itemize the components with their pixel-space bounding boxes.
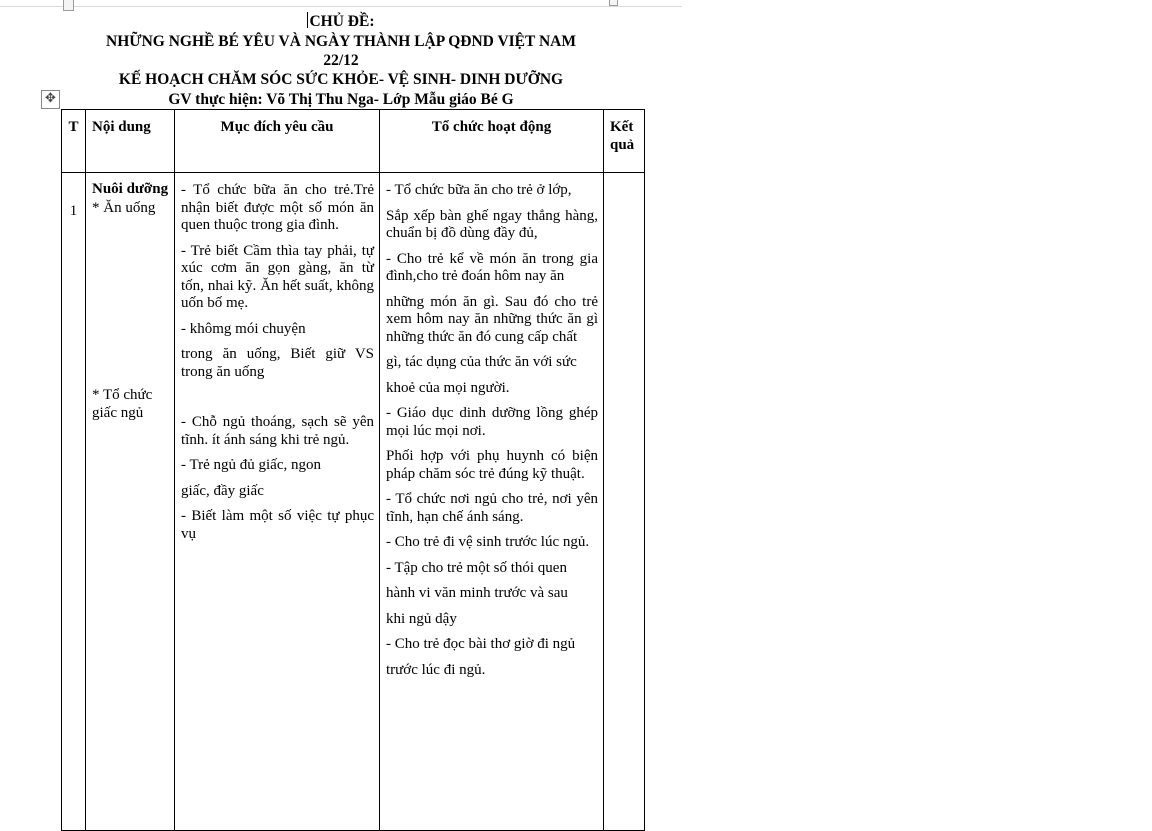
activity-item: - Giáo dục dinh dưỡng lồng ghép mọi lúc mọi nơi. xyxy=(386,405,598,439)
topic-title: NHỮNG NGHỀ BÉ YÊU VÀ NGÀY THÀNH LẬP QĐND VIỆT NAM xyxy=(106,33,576,50)
activity-item: hành vi văn minh trước và sau xyxy=(386,585,568,601)
blank-area xyxy=(682,0,1152,791)
move-icon[interactable]: ✥ xyxy=(41,90,60,109)
activity-item: - Tập cho trẻ một số thói quen xyxy=(386,559,567,576)
row-result xyxy=(604,173,645,831)
content-item-sleep: * Tổ chức giấc ngủ xyxy=(92,387,153,421)
activity-item: Sắp xếp bàn ghế ngay thẳng hàng, chuẩn bị đồ dùng đầy đủ, xyxy=(386,207,598,241)
goal-item: giấc, đầy giấc xyxy=(181,482,264,499)
activity-item: khoẻ của mọi người. xyxy=(386,379,510,396)
activity-item: Phối hợp với phụ huynh có biện pháp chăm sóc trẻ đúng kỹ thuật. xyxy=(386,448,598,482)
row-stt: 1 xyxy=(62,173,86,831)
plan-title: KẾ HOẠCH CHĂM SÓC SỨC KHỎE- VỆ SINH- DINH DƯỠNG xyxy=(118,71,564,88)
care-plan-table xyxy=(61,109,645,831)
header-result: Kết quả xyxy=(604,110,645,173)
goal-item: - Chỗ ngủ thoáng, sạch sẽ yên tĩnh. ít ánh sáng khi trẻ ngủ. xyxy=(181,414,374,448)
topic-date: 22/12 xyxy=(323,52,359,69)
activity-item: - Cho trẻ đi vệ sinh trước lúc ngủ. xyxy=(386,534,590,550)
table-header-row xyxy=(62,110,645,173)
goal-item: - Biết làm một số việc tự phục vụ xyxy=(181,508,374,542)
header-activities: Tổ chức hoạt động xyxy=(380,110,604,173)
activity-item: - Tổ chức bữa ăn cho trẻ ở lớp, xyxy=(386,182,572,198)
content-title: Nuôi dưỡng xyxy=(92,181,169,197)
content-item-eating: * Ăn uống xyxy=(92,199,156,216)
teacher-info: GV thực hiện: Võ Thị Thu Nga- Lớp Mẫu giáo Bé G xyxy=(168,91,514,108)
header-goals: Mục đích yêu cầu xyxy=(175,110,380,173)
activity-item: - Cho trẻ đọc bài thơ giờ đi ngủ xyxy=(386,636,576,652)
right-indent-marker[interactable] xyxy=(609,0,618,6)
activity-item: gì, tác dụng của thức ăn với sức xyxy=(386,354,577,370)
goal-item: - Tổ chức bữa ăn cho trẻ.Trẻ nhận biết được một số món ăn quen thuộc trong gia đình. xyxy=(181,182,374,233)
topic-heading: CHỦ ĐỀ: xyxy=(309,13,375,30)
activity-item: những món ăn gì. Sau đó cho trẻ xem hôm nay ăn những thức ăn gì những thức ăn đó cung cấp chất xyxy=(386,293,598,345)
header-content: Nội dung xyxy=(86,110,175,173)
goal-item: - khômg mói chuyện xyxy=(181,320,306,337)
goal-item: - Trẻ ngủ đủ giấc, ngon xyxy=(181,457,321,473)
activity-item: - Tổ chức nơi ngủ cho trẻ, nơi yên tĩnh, hạn chế ánh sáng. xyxy=(386,491,598,525)
goal-item: trong ăn uống, Biết giữ VS trong ăn uống xyxy=(181,346,374,380)
activity-item: - Cho trẻ kể về món ăn trong gia đình,cho trẻ đoán hôm nay ăn xyxy=(386,250,598,284)
left-indent-marker[interactable] xyxy=(63,0,74,11)
row-content xyxy=(86,173,175,831)
row-activities xyxy=(380,173,604,831)
row-goals xyxy=(175,173,380,831)
table-row xyxy=(62,173,645,831)
activity-item: khi ngủ dậy xyxy=(386,610,457,627)
header-stt: T xyxy=(62,110,86,173)
activity-item: trước lúc đi ngủ. xyxy=(386,661,486,678)
ruler-bar xyxy=(0,0,682,7)
goal-item: - Trẻ biết Cầm thìa tay phải, tự xúc cơm ăn gọn gàng, ăn từ tốn, nhai kỹ. Ăn hết suất, không uốn bố mẹ. xyxy=(181,242,374,311)
